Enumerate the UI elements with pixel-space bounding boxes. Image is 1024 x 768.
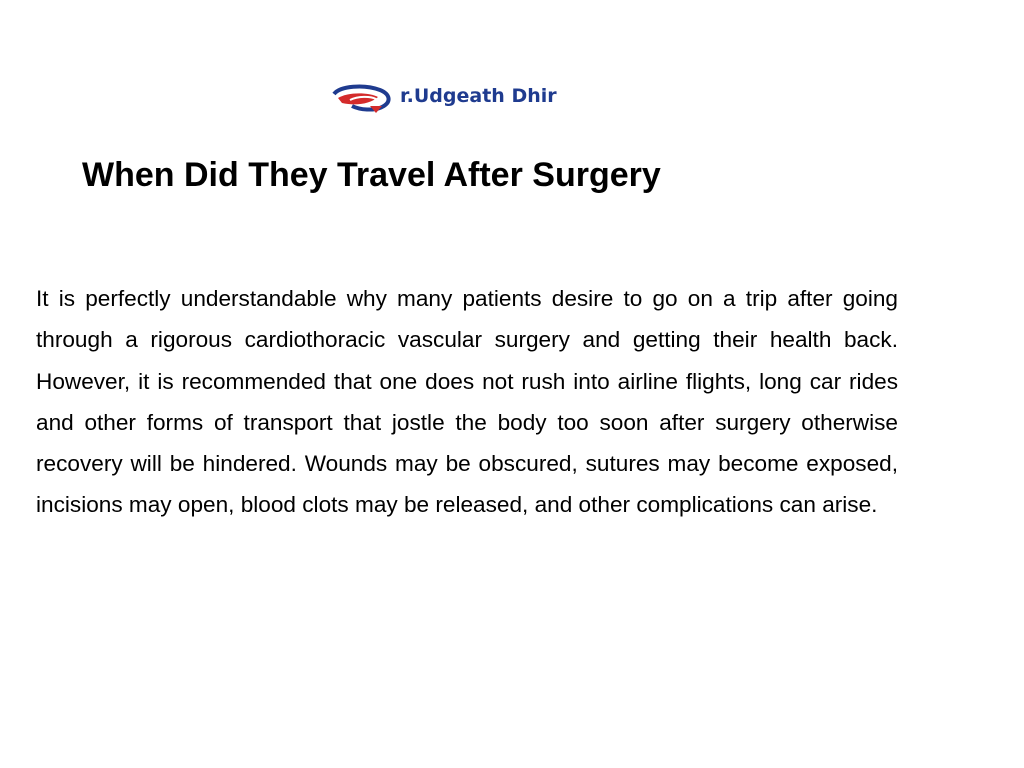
body-paragraph: It is perfectly understandable why many patients desire to go on a trip after going through a rigorous cardiothoracic vascular surgery and getting their health back. However, it is recommended that one does not rush into airline flights, long car rides and other forms of transport that jostle the body too soon after surgery otherwise recovery will be hindered. Wounds may be obscured, sutures may become exposed, incisions may open, blood clots may be released, and other complications can arise. bbox=[36, 286, 898, 518]
brand-logo bbox=[330, 82, 630, 114]
logo-text: r.Udgeath Dhir bbox=[400, 85, 557, 107]
heart-d-logo-icon bbox=[330, 82, 400, 114]
page-title: When Did They Travel After Surgery bbox=[82, 156, 661, 194]
